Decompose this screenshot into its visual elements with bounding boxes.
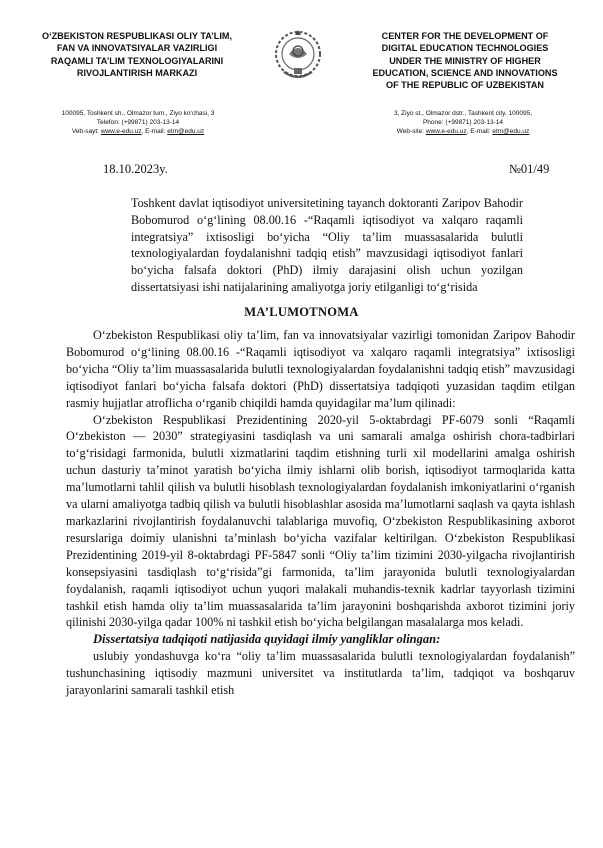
website-link[interactable]: www.e-edu.uz xyxy=(425,128,467,136)
header-right-line: OF THE REPUBLIC OF UZBEKISTAN xyxy=(386,80,544,91)
document-subject: Toshkent davlat iqtisodiyot universitetining tayanch doktoranti Zaripov Bahodir Bobomurod o‘g‘lining 08.00.16 -“Raqamli iqtisodiyot va xalqaro raqamli integratsiya” ixtisosligi bo‘yicha “Oliy ta’lim muassasalarida bulutli texnologiyalardan foydalanishni tadqiq etish” mavzusidagi iqtisodiyot fanlari bo‘yicha falsafa doktori (PhD) ilmiy darajasini olish uchun yozilgan dissertatsiyasi ishi natijalarining amaliyotga joriy etilganligi to‘g‘risida xyxy=(131,196,523,294)
state-emblem-icon xyxy=(272,24,324,84)
header-right-line: CENTER FOR THE DEVELOPMENT OF xyxy=(381,31,549,41)
address-left xyxy=(14,109,262,137)
header-left-line: RIVOJLANTIRISH MARKAZI xyxy=(76,67,198,78)
address-line: 3, Ziyo st., Olmazor dstr., Tashkent city, 100095, xyxy=(393,110,533,117)
address-right xyxy=(336,109,590,137)
document-number: №01/49 xyxy=(509,162,550,176)
document-title: MA’LUMOTNOMA xyxy=(244,305,359,319)
header-right-line: EDUCATION, SCIENCE AND INNOVATIONS xyxy=(372,67,558,78)
phone-line: Telefon: (+99871) 203-13-14 xyxy=(96,119,180,127)
contact-line xyxy=(14,127,262,136)
header-left-line: O‘ZBEKISTON RESPUBLIKASI OLIY TA’LIM, xyxy=(42,31,232,41)
web-label: Veb-sayt: xyxy=(71,128,101,136)
document-date: 18.10.2023y. xyxy=(103,162,168,176)
body-paragraph: uslubiy yondashuvga ko‘ra “oliy ta’lim muassasalarida bulutli texnologiyalardan foydalanish” tushunchasining iqtisodiy mazmuni universitet va institutlarda ta’lim, tadqiqot va boshqaruv jarayonlarini samarali tashkil etish xyxy=(66,649,575,698)
phone-line: Phone: (+99871) 203-13-14 xyxy=(422,119,504,127)
email-link[interactable]: etm@edu.uz xyxy=(167,128,205,136)
header-right-line: UNDER THE MINISTRY OF HIGHER xyxy=(389,55,541,66)
body-paragraph: O‘zbekiston Respublikasi Prezidentining 2020-yil 5-oktabrdagi PF-6079 sonli “Raqamli O‘zbekiston — 2030” strategiyasini tasdiqlash va uni samarali amalga oshirish chora-tadbirlari to‘g‘risidagi farmonida, bulutli xizmatlarini taqdim etishning turli xil modellarini amalga oshirish uchun dasturiy ta’minot yaratish bo‘yicha ilmiy ishlarni olib borish, iqtisodiyot tarmoqlarida katta ma’lumotlarni tahlil qilish va bulutli hisoblash texnologiyalardan foydalanish imkoniyatlarini o‘rganish va ularni amaliyotga tadbiq qilish va bulutli hisoblashlar asosida ma’lumotlarni saqlash va qayta ishlash markazlarini rivojlantirish foydalanuvchi talablariga muvofiq, O‘zbekiston Respublikasining axborot resurslariga doimiy ulanishni ta’minlash bo‘yicha vazifalar keltirilgan. O‘zbekiston Respublikasi Prezidentining 2019-yil 8-oktabrdagi PF-5847 sonli “Oliy ta’lim tizimini 2030-yilgacha rivojlantirish konsepsiyasini tasdiqlash to‘g‘risida”gi farmonida, ta’lim jarayonida bulutli texnologiyalardan foydalanish, raqamli iqtisodiyot uchun yuqori malakali muhandis-texnik kadrlar tayyorlash tizimini tashkil etish hamda oliy ta’lim muassasalarida ta’lim jarayonini boshqarishda axborot tizimini joriy qilinishi 2030-yilga qadar 100% ni tashkil etish bo‘yicha belgilangan masalalarga mos keladi. xyxy=(66,412,575,630)
header-left-line: FAN VA INNOVATSIYALAR VAZIRLIGI xyxy=(56,43,218,54)
web-label: Web-site: xyxy=(396,128,426,136)
document-body xyxy=(66,327,575,699)
body-paragraph: O‘zbekiston Respublikasi oliy ta’lim, fan va innovatsiyalar vazirligi tomonidan Zaripov Bahodir Bobomurod o‘g‘lining 08.00.16 -“Raqamli iqtisodiyot va xalqaro raqamli integratsiya” ixtisosligi bo‘yicha “Oliy ta’lim muassasalarida bulutli texnologiyalardan foydalanishni tadqiq etish” mavzusidagi iqtisodiyot fanlari bo‘yicha falsafa doktori (PhD) dissertatsiya tadqiqoti yuzasidan taqdim etilgan rasmiy hujjatlar atroflicha o‘rganib chiqildi hamda quyidagilar ma’lum qilinadi: xyxy=(66,328,575,410)
contact-line xyxy=(336,127,590,136)
header-right xyxy=(336,30,594,91)
website-link[interactable]: www.e-edu.uz xyxy=(100,128,142,136)
header-left-line: RAQAMLI TA’LIM TEXNOLOGIYALARINI xyxy=(50,55,224,66)
email-label: , E-mail: xyxy=(466,128,493,136)
email-label: , E-mail: xyxy=(141,128,168,136)
section-heading: Dissertatsiya tadqiqoti natijasida quyidagi ilmiy yangliklar olingan: xyxy=(93,632,441,647)
header-right-line: DIGITAL EDUCATION TECHNOLOGIES xyxy=(381,43,549,54)
address-line: 100095, Toshkent sh., Olmazor tum., Ziyo ko‘chasi, 3 xyxy=(61,110,215,117)
header-left xyxy=(12,30,262,79)
email-link[interactable]: etm@edu.uz xyxy=(492,128,530,136)
